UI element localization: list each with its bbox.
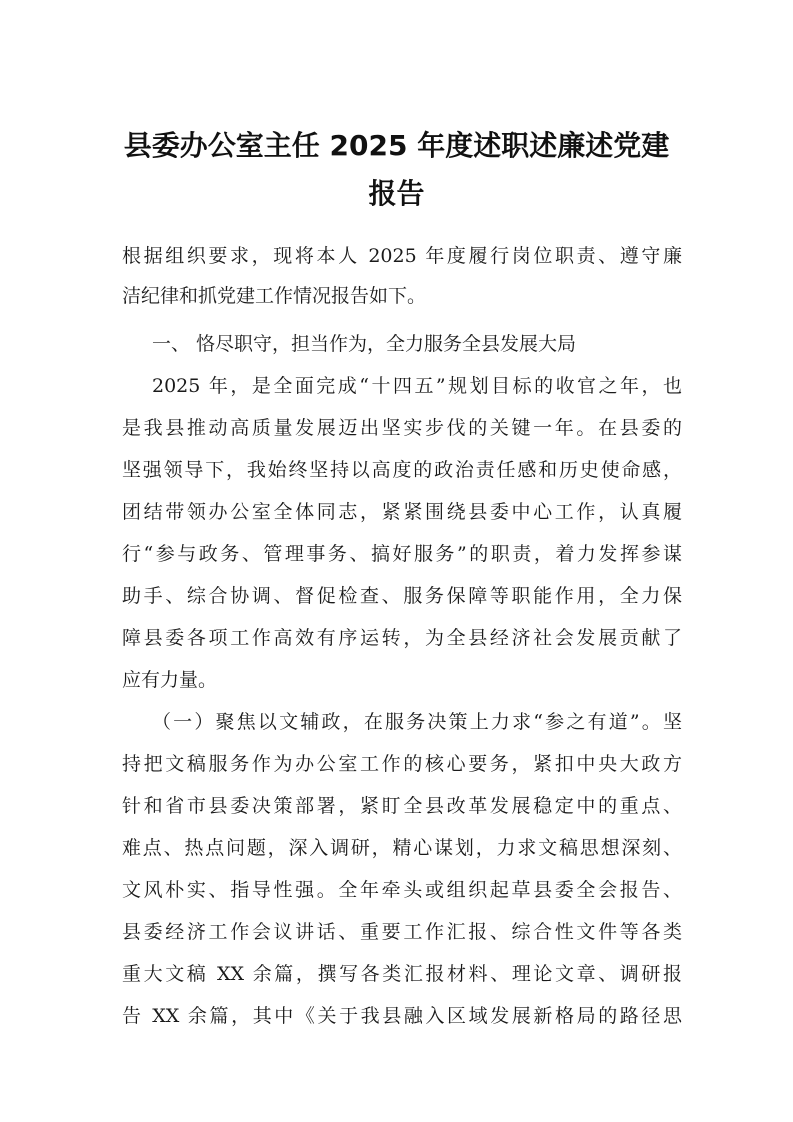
paragraph-line-3: 2025 年，是全面完成“十四五”规划目标的收官之年，也 xyxy=(152,375,682,397)
paragraph-line-10: 应有力量。 xyxy=(122,669,218,691)
paragraph-line-15: 文风朴实、指导性强。全年牵头或组织起草县委全会报告、 xyxy=(122,879,682,901)
paragraph-line-4: 是我县推动高质量发展迈出坚实步伐的关键一年。在县委的 xyxy=(122,417,682,439)
document-title-line-1: 县委办公室主任 2025 年度述职述廉述党建 xyxy=(123,129,670,162)
paragraph-line-13: 针和省市县委决策部署，紧盯全县改革发展稳定中的重点、 xyxy=(122,795,682,817)
paragraph-line-7: 行“参与政务、管理事务、搞好服务”的职责，着力发挥参谋 xyxy=(122,543,682,565)
paragraph-line-2: 洁纪律和抓党建工作情况报告如下。 xyxy=(122,285,427,307)
paragraph-line-14: 难点、热点问题，深入调研，精心谋划，力求文稿思想深刻、 xyxy=(122,837,682,859)
document-title-line-2: 报告 xyxy=(368,177,425,210)
paragraph-line-6: 团结带领办公室全体同志，紧紧围绕县委中心工作，认真履 xyxy=(122,501,682,523)
paragraph-line-17: 重大文稿 XX 余篇，撰写各类汇报材料、理论文章、调研报 xyxy=(122,963,682,985)
section-heading-1: 一、 恪尽职守，担当作为，全力服务全县发展大局 xyxy=(152,333,577,355)
paragraph-line-8: 助手、综合协调、督促检查、服务保障等职能作用，全力保 xyxy=(122,585,682,607)
paragraph-line-9: 障县委各项工作高效有序运转，为全县经济社会发展贡献了 xyxy=(122,627,682,649)
paragraph-line-18: 告 XX 余篇，其中《关于我县融入区域发展新格局的路径思 xyxy=(122,1005,682,1027)
paragraph-line-1: 根据组织要求，现将本人 2025 年度履行岗位职责、遵守廉 xyxy=(122,245,682,267)
paragraph-line-16: 县委经济工作会议讲话、重要工作汇报、综合性文件等各类 xyxy=(122,921,682,943)
paragraph-line-12: 持把文稿服务作为办公室工作的核心要务，紧扣中央大政方 xyxy=(122,753,682,775)
paragraph-line-11: （一）聚焦以文辅政，在服务决策上力求“参之有道”。坚 xyxy=(152,711,682,733)
paragraph-line-5: 坚强领导下，我始终坚持以高度的政治责任感和历史使命感， xyxy=(122,459,682,481)
